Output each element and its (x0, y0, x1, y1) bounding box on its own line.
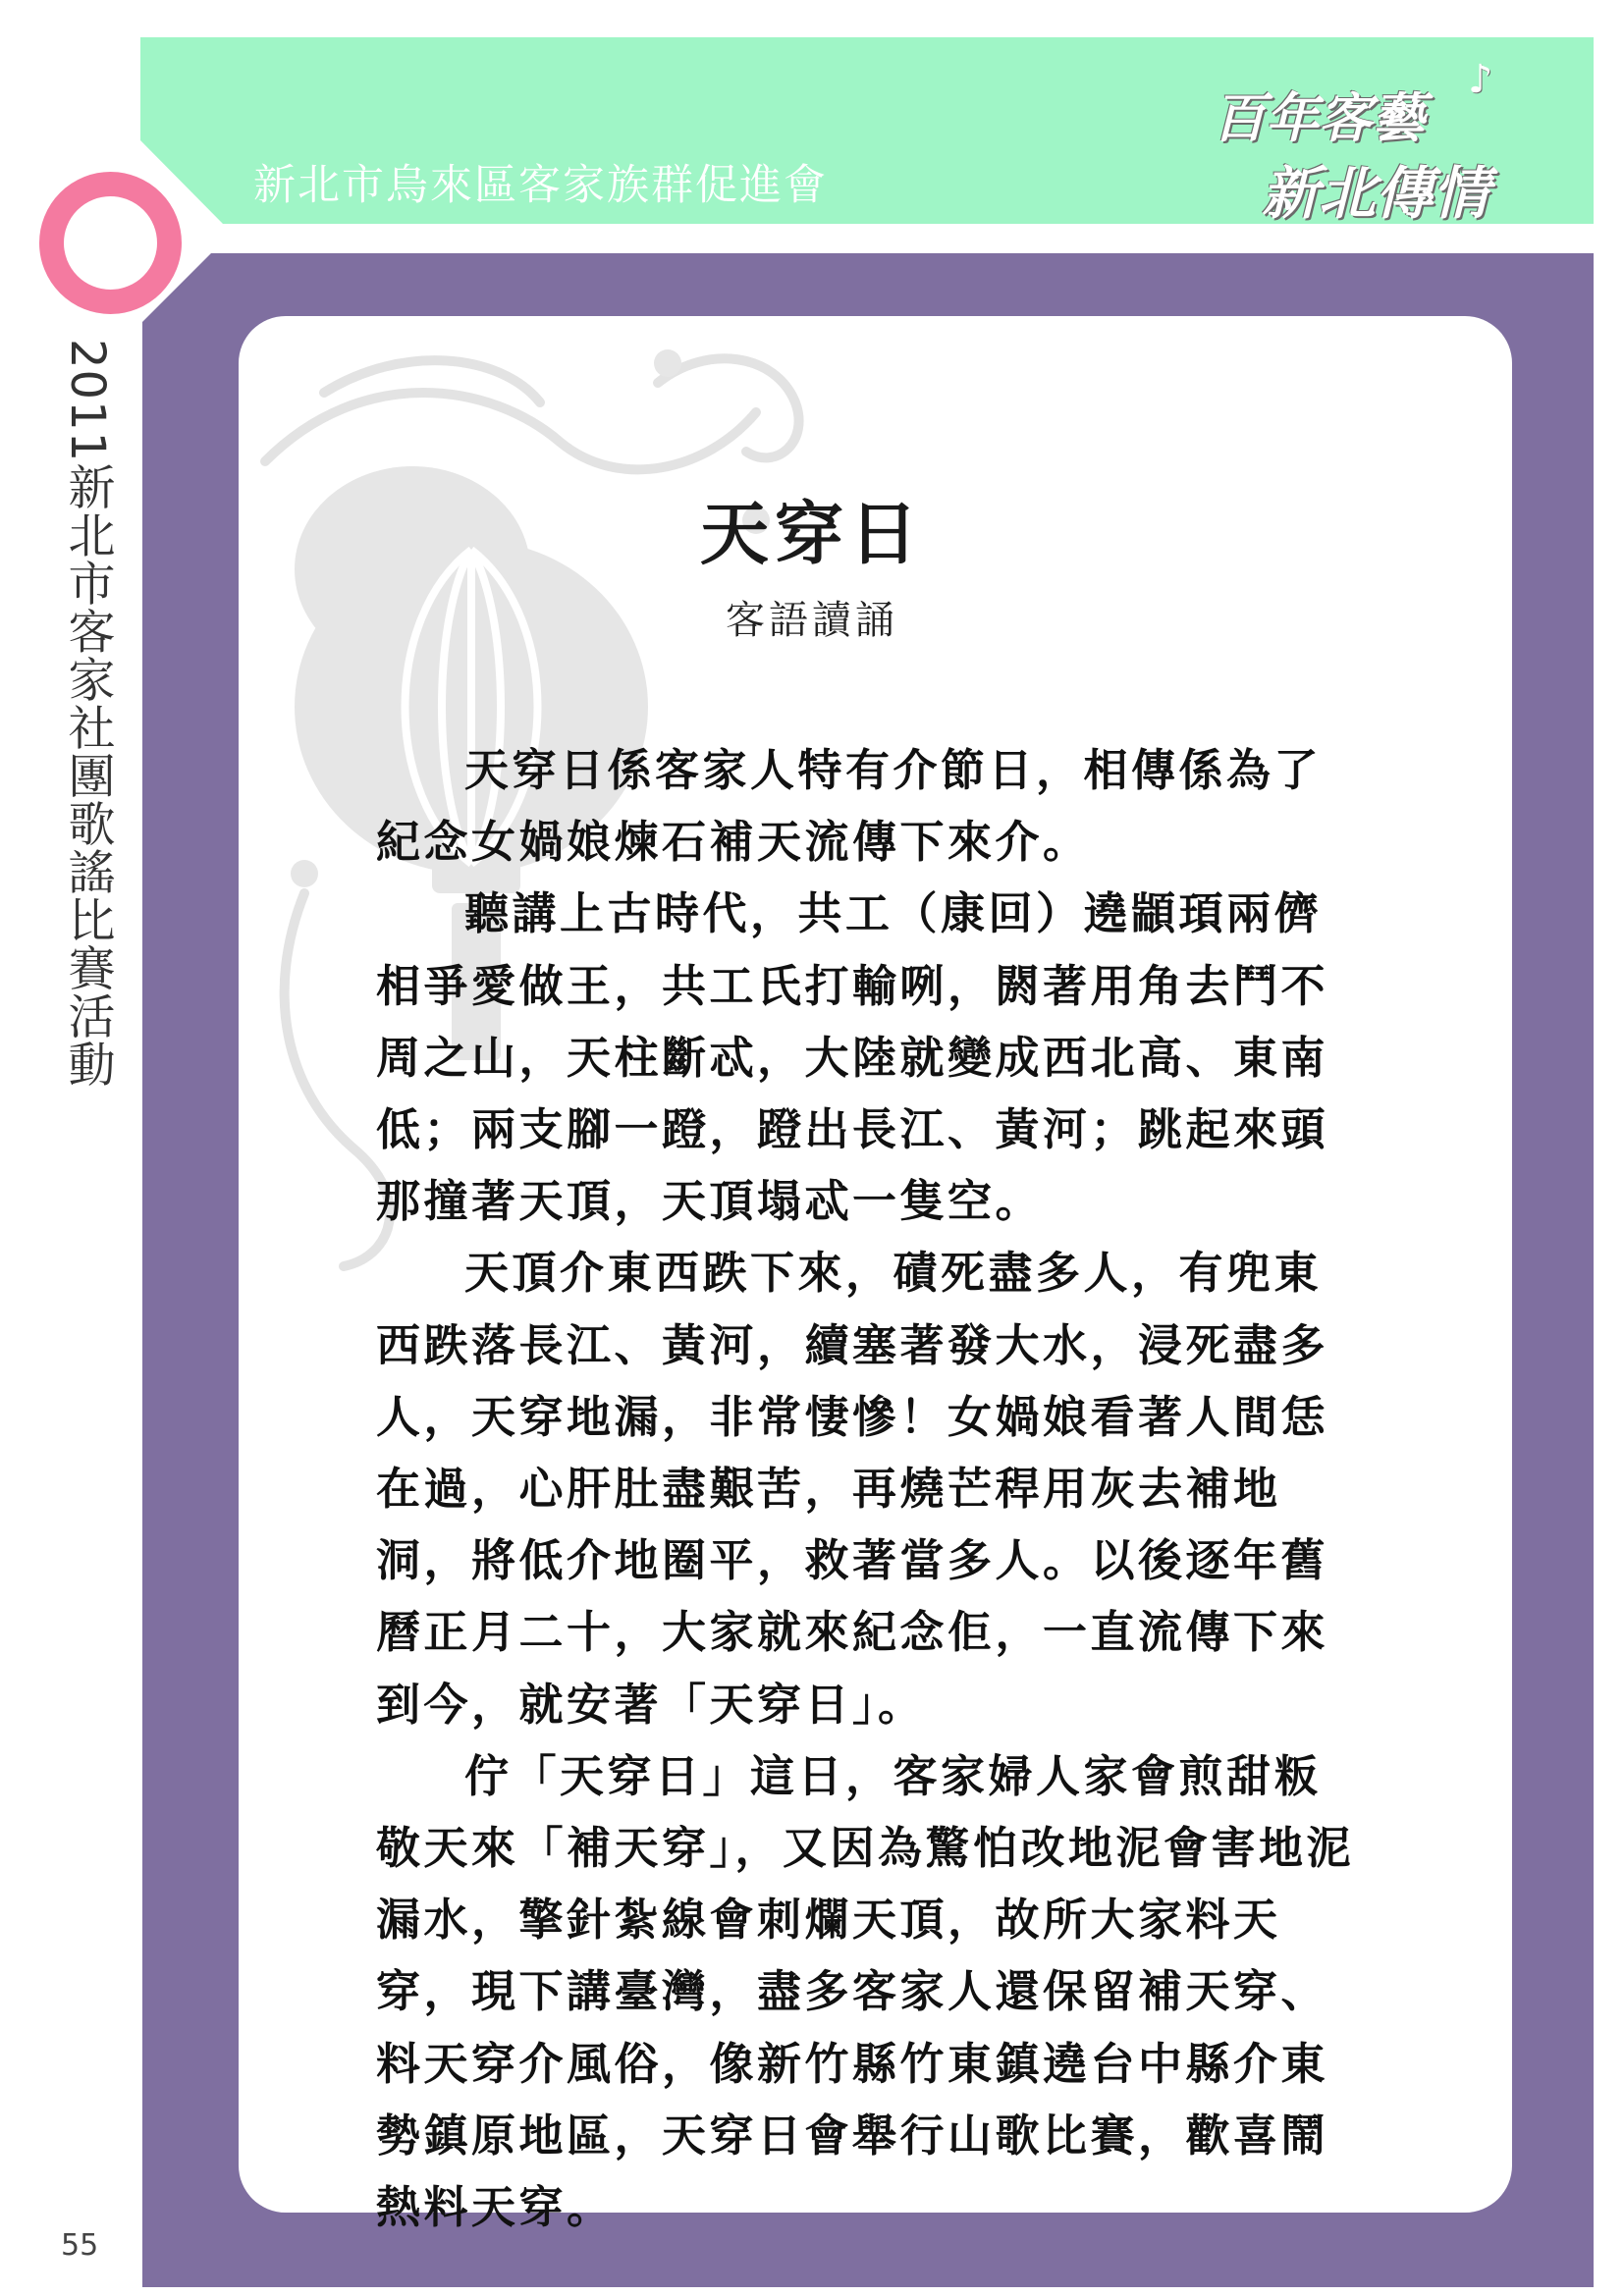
article-subtitle: 客語讀誦 (726, 598, 898, 643)
ring-decoration (39, 172, 182, 314)
logo-top-text: 百年客藝 (1213, 86, 1425, 149)
article-body (376, 734, 1363, 2243)
logo (1203, 57, 1556, 227)
paragraph: 佇「天穿日」這日，客家婦人家會煎甜粄敬天來「補天穿」，又因為驚怕改地泥會害地泥漏水，擎針紮線會刺爛天頂，故所大家料天穿，現下講臺灣，盡多客家人還保留補天穿、料天穿介風俗，像新竹縣竹東鎮遶台中縣介東勢鎮原地區，天穿日會舉行山歌比賽，歡喜鬧熱料天穿。 (376, 1749, 1355, 2234)
paragraph: 聽講上古時代，共工（康回）遶顓頊兩儕相爭愛做王，共工氏打輸咧，閼著用角去鬥不周之山，天柱斷忒，大陸就變成西北高、東南低；兩支腳一蹬，蹬出長江、黃河；跳起來頭那撞著天頂，天頂塌忒一隻空。 (376, 887, 1329, 1228)
page-number: 55 (61, 2228, 99, 2263)
paragraph: 天穿日係客家人特有介節日，相傳係為了紀念女媧娘煉石補天流傳下來介。 (376, 744, 1323, 869)
event-title: 2011新北市客家社團歌謠比賽活動 (60, 339, 115, 1089)
paragraph: 天頂介東西跌下來，磧死盡多人，有兜東西跌落長江、黃河，續塞著發大水，浸死盡多人，天穿地漏，非常悽慘！女媧娘看著人間恁在過，心肝肚盡艱苦，再燒芒稈用灰去補地洞，將低介地圈平，救著當多人。以後逐年舊曆正月二十，大家就來紀念佢，一直流傳下來到今，就安著「天穿日」。 (376, 1247, 1329, 1731)
logo-bottom-text: 新北傳情 (1262, 160, 1490, 227)
organization-name: 新北市烏來區客家族群促進會 (253, 161, 828, 210)
music-note-icon: ♪ (1468, 57, 1493, 102)
article-title: 天穿日 (700, 493, 924, 574)
